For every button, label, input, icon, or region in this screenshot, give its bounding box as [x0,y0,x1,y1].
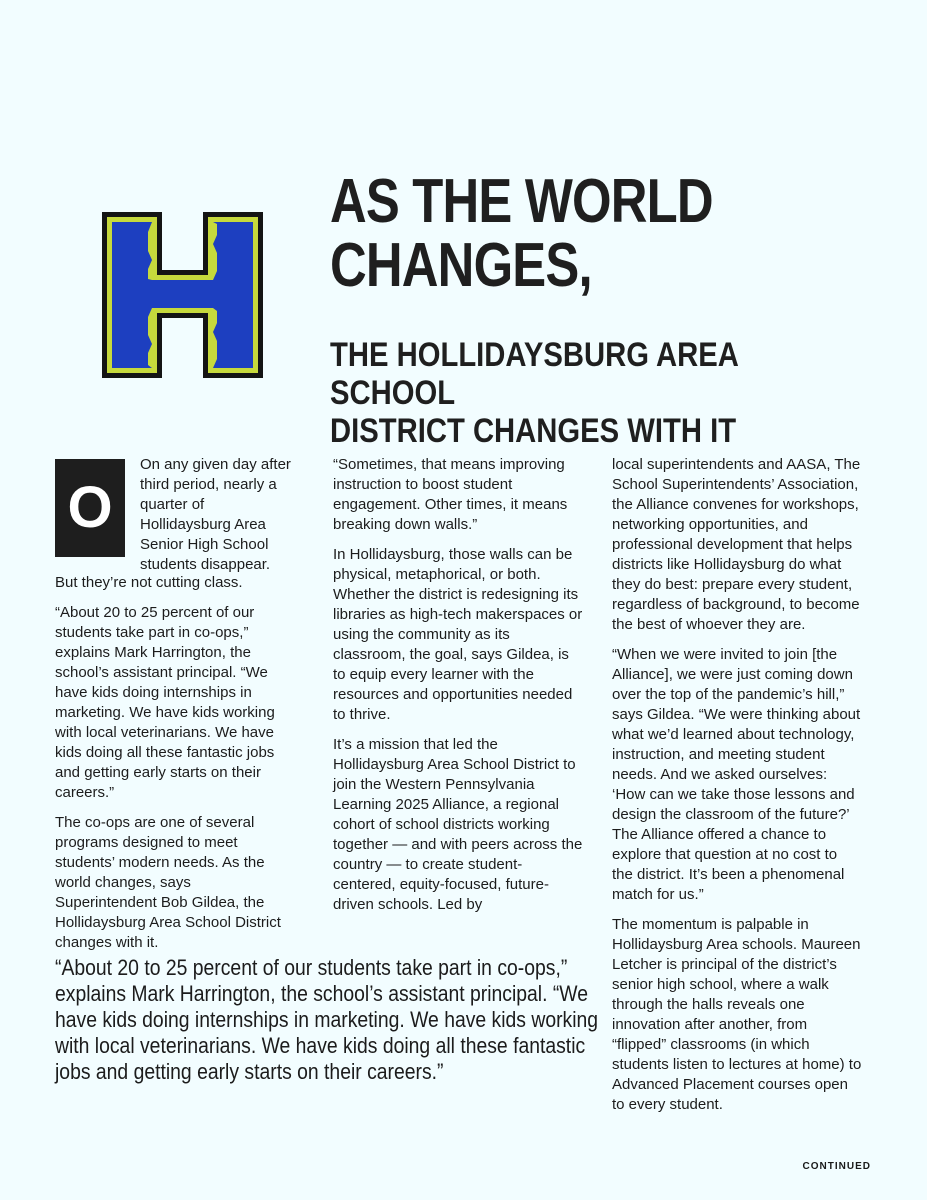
paragraph: The momentum is palpable in Hollidaysburg Area schools. Maureen Letcher is principal of the district’s senior high school, where a walk through the halls reveals one innovation after another, from “flipped” classrooms (in which students listen to lectures at home) to Advanced Placement courses open to every student. [612,916,862,1113]
article-column-3 [612,455,862,1125]
drop-cap: O [55,459,125,557]
pull-quote: “About 20 to 25 percent of our students take part in co-ops,” explains Mark Harrington, the school’s assistant principal. “We have kids doing internships in marketing. We have kids working with local veterinarians. We have kids doing all these fantastic jobs and getting early starts on their careers.” [55,955,599,1084]
paragraph: On any given day after third period, nearly a quarter of Hollidaysburg Area Senior High School students disappear. [140,456,291,573]
paragraph: “Sometimes, that means improving instruction to boost student engagement. Other times, it means breaking down walls.” [333,456,568,533]
paragraph: But they’re not cutting class. [55,574,243,591]
paragraph: The co-ops are one of several programs designed to meet students’ modern needs. As the world changes, says Superintendent Bob Gildea, the Hollidaysburg Area School District changes with it. [55,814,281,951]
article-column-1 [55,455,295,963]
continued-label: CONTINUED [802,1161,871,1172]
subheadline-line-2: DISTRICT CHANGES WITH IT [330,412,737,450]
article-column-2 [333,455,583,925]
headline-line-1: AS THE WORLD [330,167,713,236]
headline-line-2: CHANGES, [330,231,592,300]
paragraph: In Hollidaysburg, those walls can be physical, metaphorical, or both. Whether the district is redesigning its libraries as high-tech makerspaces or using the community as its classroom, the goal, says Gildea, is to equip every learner with the resources and opportunities needed to thrive. [333,546,583,723]
school-logo-h [100,210,265,380]
headline-main [330,167,789,300]
headline-sub [330,336,812,450]
subheadline-line-1: THE HOLLIDAYSBURG AREA SCHOOL [330,336,738,412]
paragraph: It’s a mission that led the Hollidaysburg Area School District to join the Western Pennsylvania Learning 2025 Alliance, a regional cohort of school districts working together — and with peers across the country — to create student-centered, equity-focused, future-driven schools. Led by [333,736,583,913]
paragraph: “About 20 to 25 percent of our students take part in co-ops,” explains Mark Harrington, the school’s assistant principal. “We have kids doing internships in marketing. We have kids working with local veterinarians. We have kids doing all these fantastic jobs and getting early starts on their careers.” [55,604,275,801]
paragraph: local superintendents and AASA, The School Superintendents’ Association, the Alliance convenes for workshops, networking opportunities, and professional development that helps districts like Hollidaysburg do what they do best: prepare every student, regardless of background, to become the best of whoever they are. [612,456,861,633]
paragraph: “When we were invited to join [the Alliance], we were just coming down over the top of the pandemic’s hill,” says Gildea. “We were thinking about what we’d learned about technology, instruction, and meeting student needs. And we asked ourselves: ‘How can we take those lessons and design the classroom of the future?’ The Alliance offered a chance to explore that question at no cost to the district. It’s been a phenomenal match for us.” [612,646,861,903]
